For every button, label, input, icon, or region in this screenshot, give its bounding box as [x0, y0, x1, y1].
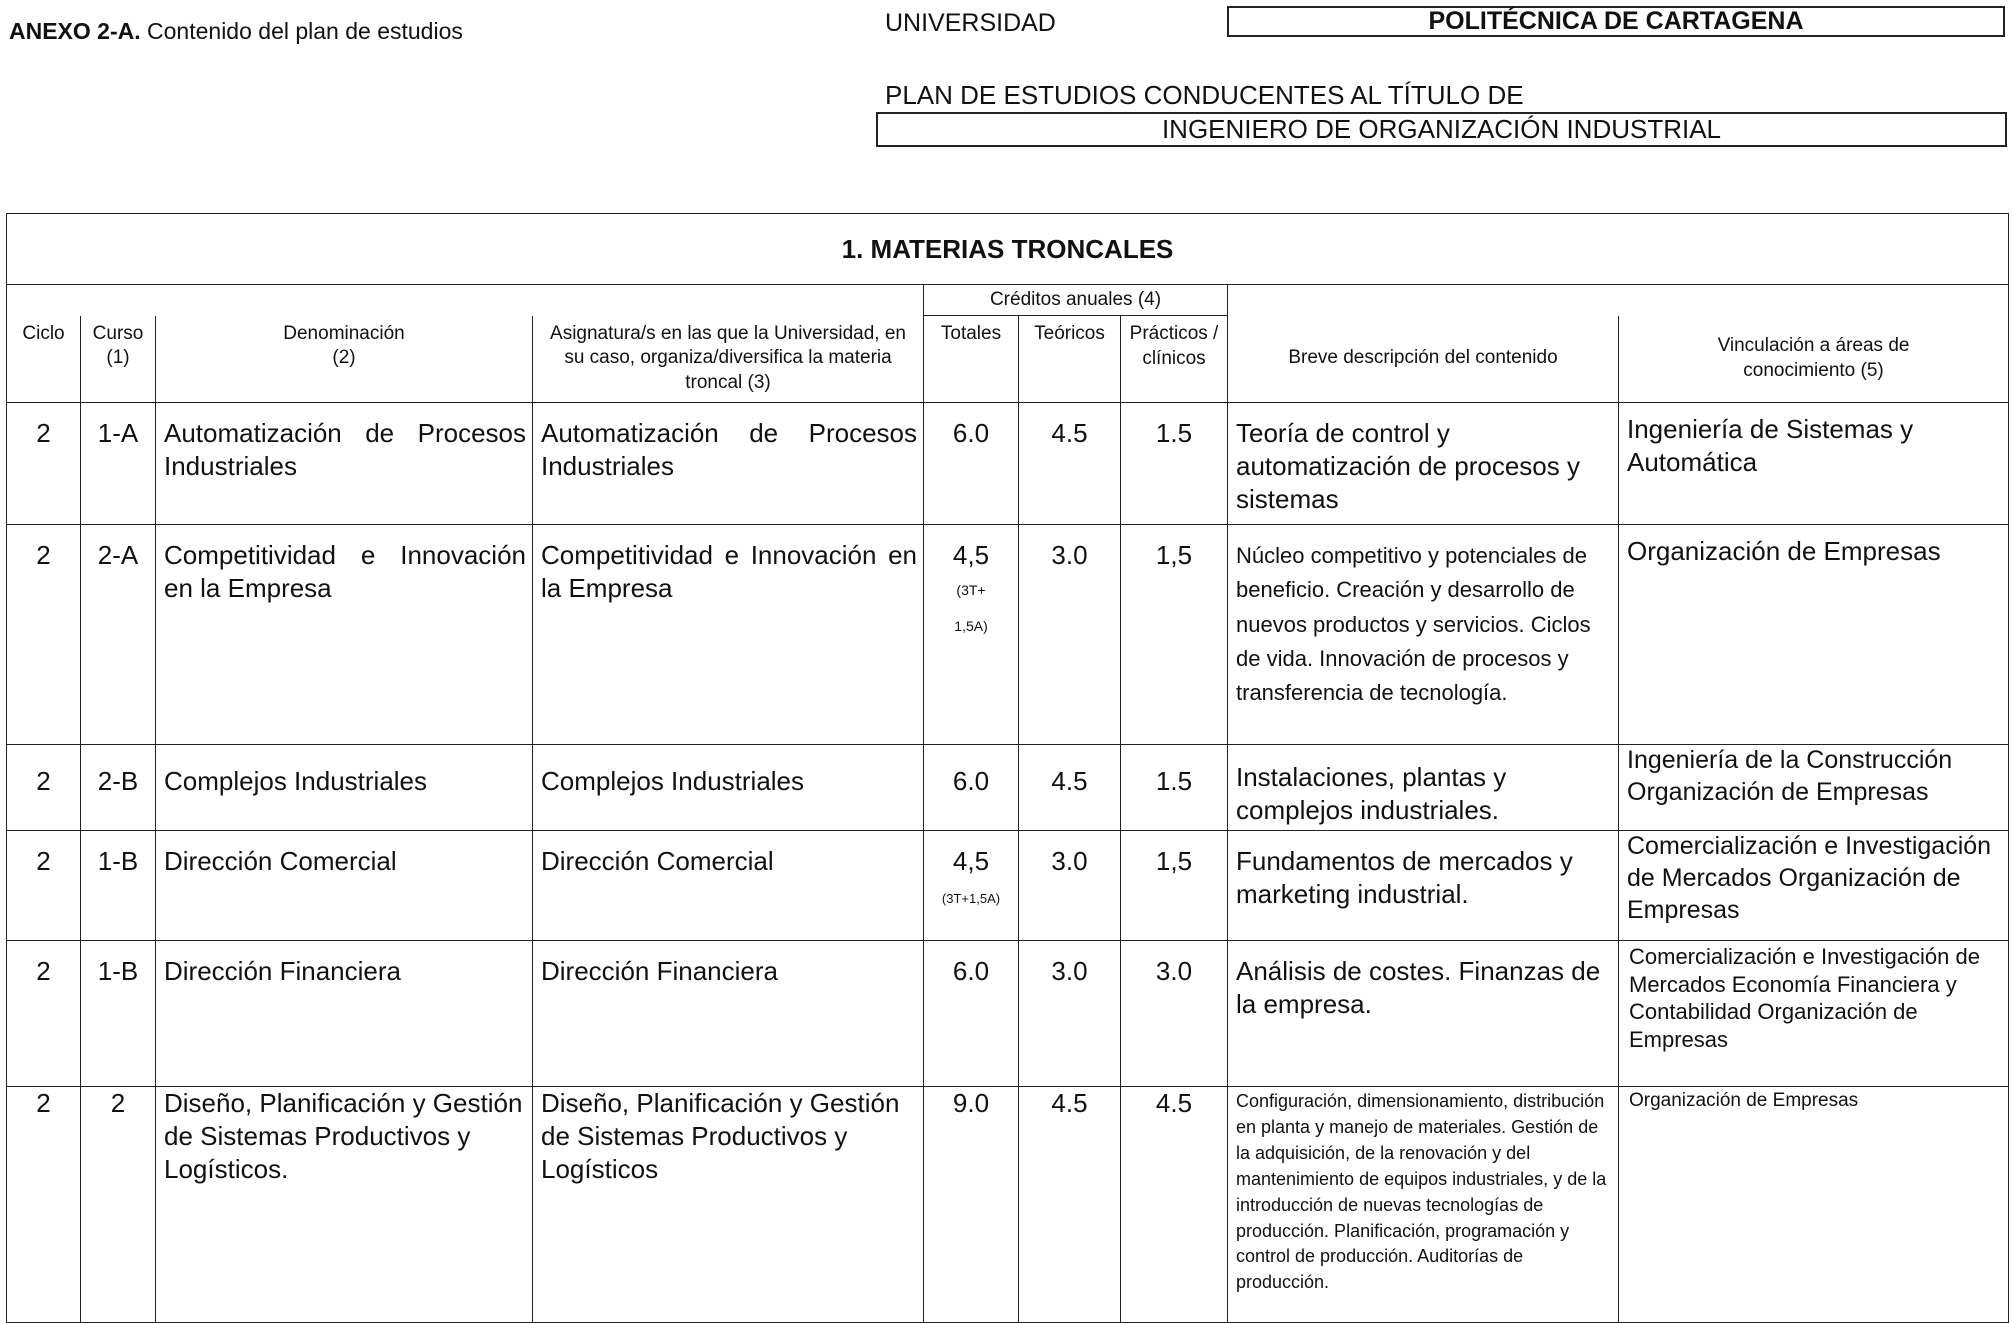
cell-descripcion: Fundamentos de mercados y marketing industrial. [1228, 831, 1619, 941]
cell-ciclo: 2 [7, 1087, 81, 1323]
cell-descripcion: Teoría de control y automatización de procesos y sistemas [1228, 403, 1619, 525]
cell-ciclo: 2 [7, 831, 81, 941]
cell-descripcion: Análisis de costes. Finanzas de la empresa. [1228, 941, 1619, 1087]
cell-denominacion: Dirección Comercial [156, 831, 533, 941]
header-spacer-right [1228, 285, 2009, 316]
cell-curso: 2-A [81, 525, 156, 745]
cell-practicos: 1.5 [1121, 745, 1228, 831]
cell-ciclo: 2 [7, 745, 81, 831]
cell-ciclo: 2 [7, 525, 81, 745]
cell-asignatura: Complejos Industriales [533, 745, 924, 831]
creditos-header: Créditos anuales (4) [924, 285, 1228, 316]
cell-practicos: 3.0 [1121, 941, 1228, 1087]
cell-curso: 2-B [81, 745, 156, 831]
col-denominacion-label: Denominación [283, 322, 405, 344]
cell-vinculacion: Organización de Empresas [1619, 525, 2009, 745]
cell-totales [924, 525, 1019, 745]
col-vinculacion: Vinculación a áreas de conocimiento (5) [1619, 316, 2009, 403]
cell-totales-note: (3T+1,5A) [941, 891, 1001, 907]
col-ciclo: Ciclo [7, 316, 81, 403]
table-row [7, 1087, 2009, 1323]
cell-asignatura: Diseño, Planificación y Gestión de Sistemas Productivos y Logísticos [533, 1087, 924, 1323]
cell-teoricos: 4.5 [1019, 745, 1121, 831]
cell-denominacion: Diseño, Planificación y Gestión de Sistemas Productivos y Logísticos. [156, 1087, 533, 1323]
table-row [7, 831, 2009, 941]
col-curso-label: Curso [92, 322, 144, 344]
cell-totales-note: (3T+ 1,5A) [954, 582, 988, 635]
cell-asignatura: Dirección Financiera [533, 941, 924, 1087]
cell-teoricos: 4.5 [1019, 403, 1121, 525]
cell-totales: 6.0 [924, 941, 1019, 1087]
cell-denominacion: Competitividad e Innovación en la Empresa [156, 525, 533, 745]
cell-totales: 6.0 [924, 403, 1019, 525]
cell-asignatura: Dirección Comercial [533, 831, 924, 941]
col-curso [81, 316, 156, 403]
table-row [7, 941, 2009, 1087]
cell-denominacion: Automatización de Procesos Industriales [156, 403, 533, 525]
cell-totales: 9.0 [924, 1087, 1019, 1323]
header-spacer-left [7, 285, 924, 316]
anexo-subtitle: Contenido del plan de estudios [140, 18, 463, 44]
col-denominacion [156, 316, 533, 403]
cell-denominacion: Dirección Financiera [156, 941, 533, 1087]
cell-ciclo: 2 [7, 941, 81, 1087]
col-practicos: Prácticos / clínicos [1121, 316, 1228, 403]
anexo-title [9, 18, 463, 45]
cell-asignatura: Competitividad e Innovación en la Empresa [533, 525, 924, 745]
cell-vinculacion: Ingeniería de Sistemas y Automática [1619, 403, 2009, 525]
cell-practicos: 1,5 [1121, 525, 1228, 745]
cell-descripcion: Instalaciones, plantas y complejos industriales. [1228, 745, 1619, 831]
plan-label: PLAN DE ESTUDIOS CONDUCENTES AL TÍTULO DE [885, 80, 1524, 110]
universidad-label: UNIVERSIDAD [885, 9, 1056, 37]
table-row [7, 403, 2009, 525]
cell-totales-value: 4,5 [952, 846, 990, 876]
cell-descripcion: Configuración, dimensionamiento, distribución en planta y manejo de materiales. Gestión de la adquisición, de la renovación y del mantenimiento de equipos industriales, y de la introducción de nuevas tecnologías de producción. Planificación, programación y control de producción. Auditorías de producción. [1228, 1087, 1619, 1323]
col-totales: Totales [924, 316, 1019, 403]
cell-curso: 1-B [81, 831, 156, 941]
col-descripcion: Breve descripción del contenido [1228, 316, 1619, 403]
cell-practicos: 1,5 [1121, 831, 1228, 941]
col-curso-note: (1) [106, 347, 130, 369]
anexo-label: ANEXO 2-A. [9, 18, 141, 44]
cell-practicos: 1.5 [1121, 403, 1228, 525]
cell-practicos: 4.5 [1121, 1087, 1228, 1323]
cell-totales-value: 4,5 [952, 540, 990, 570]
cell-curso: 1-B [81, 941, 156, 1087]
cell-curso: 2 [81, 1087, 156, 1323]
col-asignatura: Asignatura/s en las que la Universidad, en su caso, organiza/diversifica la materia troncal (3) [533, 316, 924, 403]
cell-vinculacion: Ingeniería de la Construcción Organización de Empresas [1619, 745, 2009, 831]
table-row [7, 525, 2009, 745]
universidad-value: POLITÉCNICA DE CARTAGENA [1227, 6, 2005, 37]
cell-vinculacion: Organización de Empresas [1619, 1087, 2009, 1323]
cell-totales: 6.0 [924, 745, 1019, 831]
column-header-row [7, 316, 2009, 403]
section-title: 1. MATERIAS TRONCALES [7, 214, 2009, 285]
titulo-value: INGENIERO DE ORGANIZACIÓN INDUSTRIAL [876, 112, 2007, 147]
cell-asignatura: Automatización de Procesos Industriales [533, 403, 924, 525]
cell-teoricos: 3.0 [1019, 525, 1121, 745]
cell-teoricos: 3.0 [1019, 831, 1121, 941]
cell-denominacion: Complejos Industriales [156, 745, 533, 831]
cell-teoricos: 4.5 [1019, 1087, 1121, 1323]
cell-totales [924, 831, 1019, 941]
cell-descripcion: Núcleo competitivo y potenciales de beneficio. Creación y desarrollo de nuevos productos y servicios. Ciclos de vida. Innovación de procesos y transferencia de tecnología. [1228, 525, 1619, 745]
cell-vinculacion: Comercialización e Investigación de Mercados Economía Financiera y Contabilidad Organización de Empresas [1619, 941, 2009, 1087]
cell-vinculacion: Comercialización e Investigación de Mercados Organización de Empresas [1619, 831, 2009, 941]
cell-teoricos: 3.0 [1019, 941, 1121, 1087]
cell-curso: 1-A [81, 403, 156, 525]
col-denominacion-note: (2) [332, 347, 356, 369]
col-teoricos: Teóricos [1019, 316, 1121, 403]
cell-ciclo: 2 [7, 403, 81, 525]
materias-troncales-table [6, 213, 2009, 1323]
table-row [7, 745, 2009, 831]
